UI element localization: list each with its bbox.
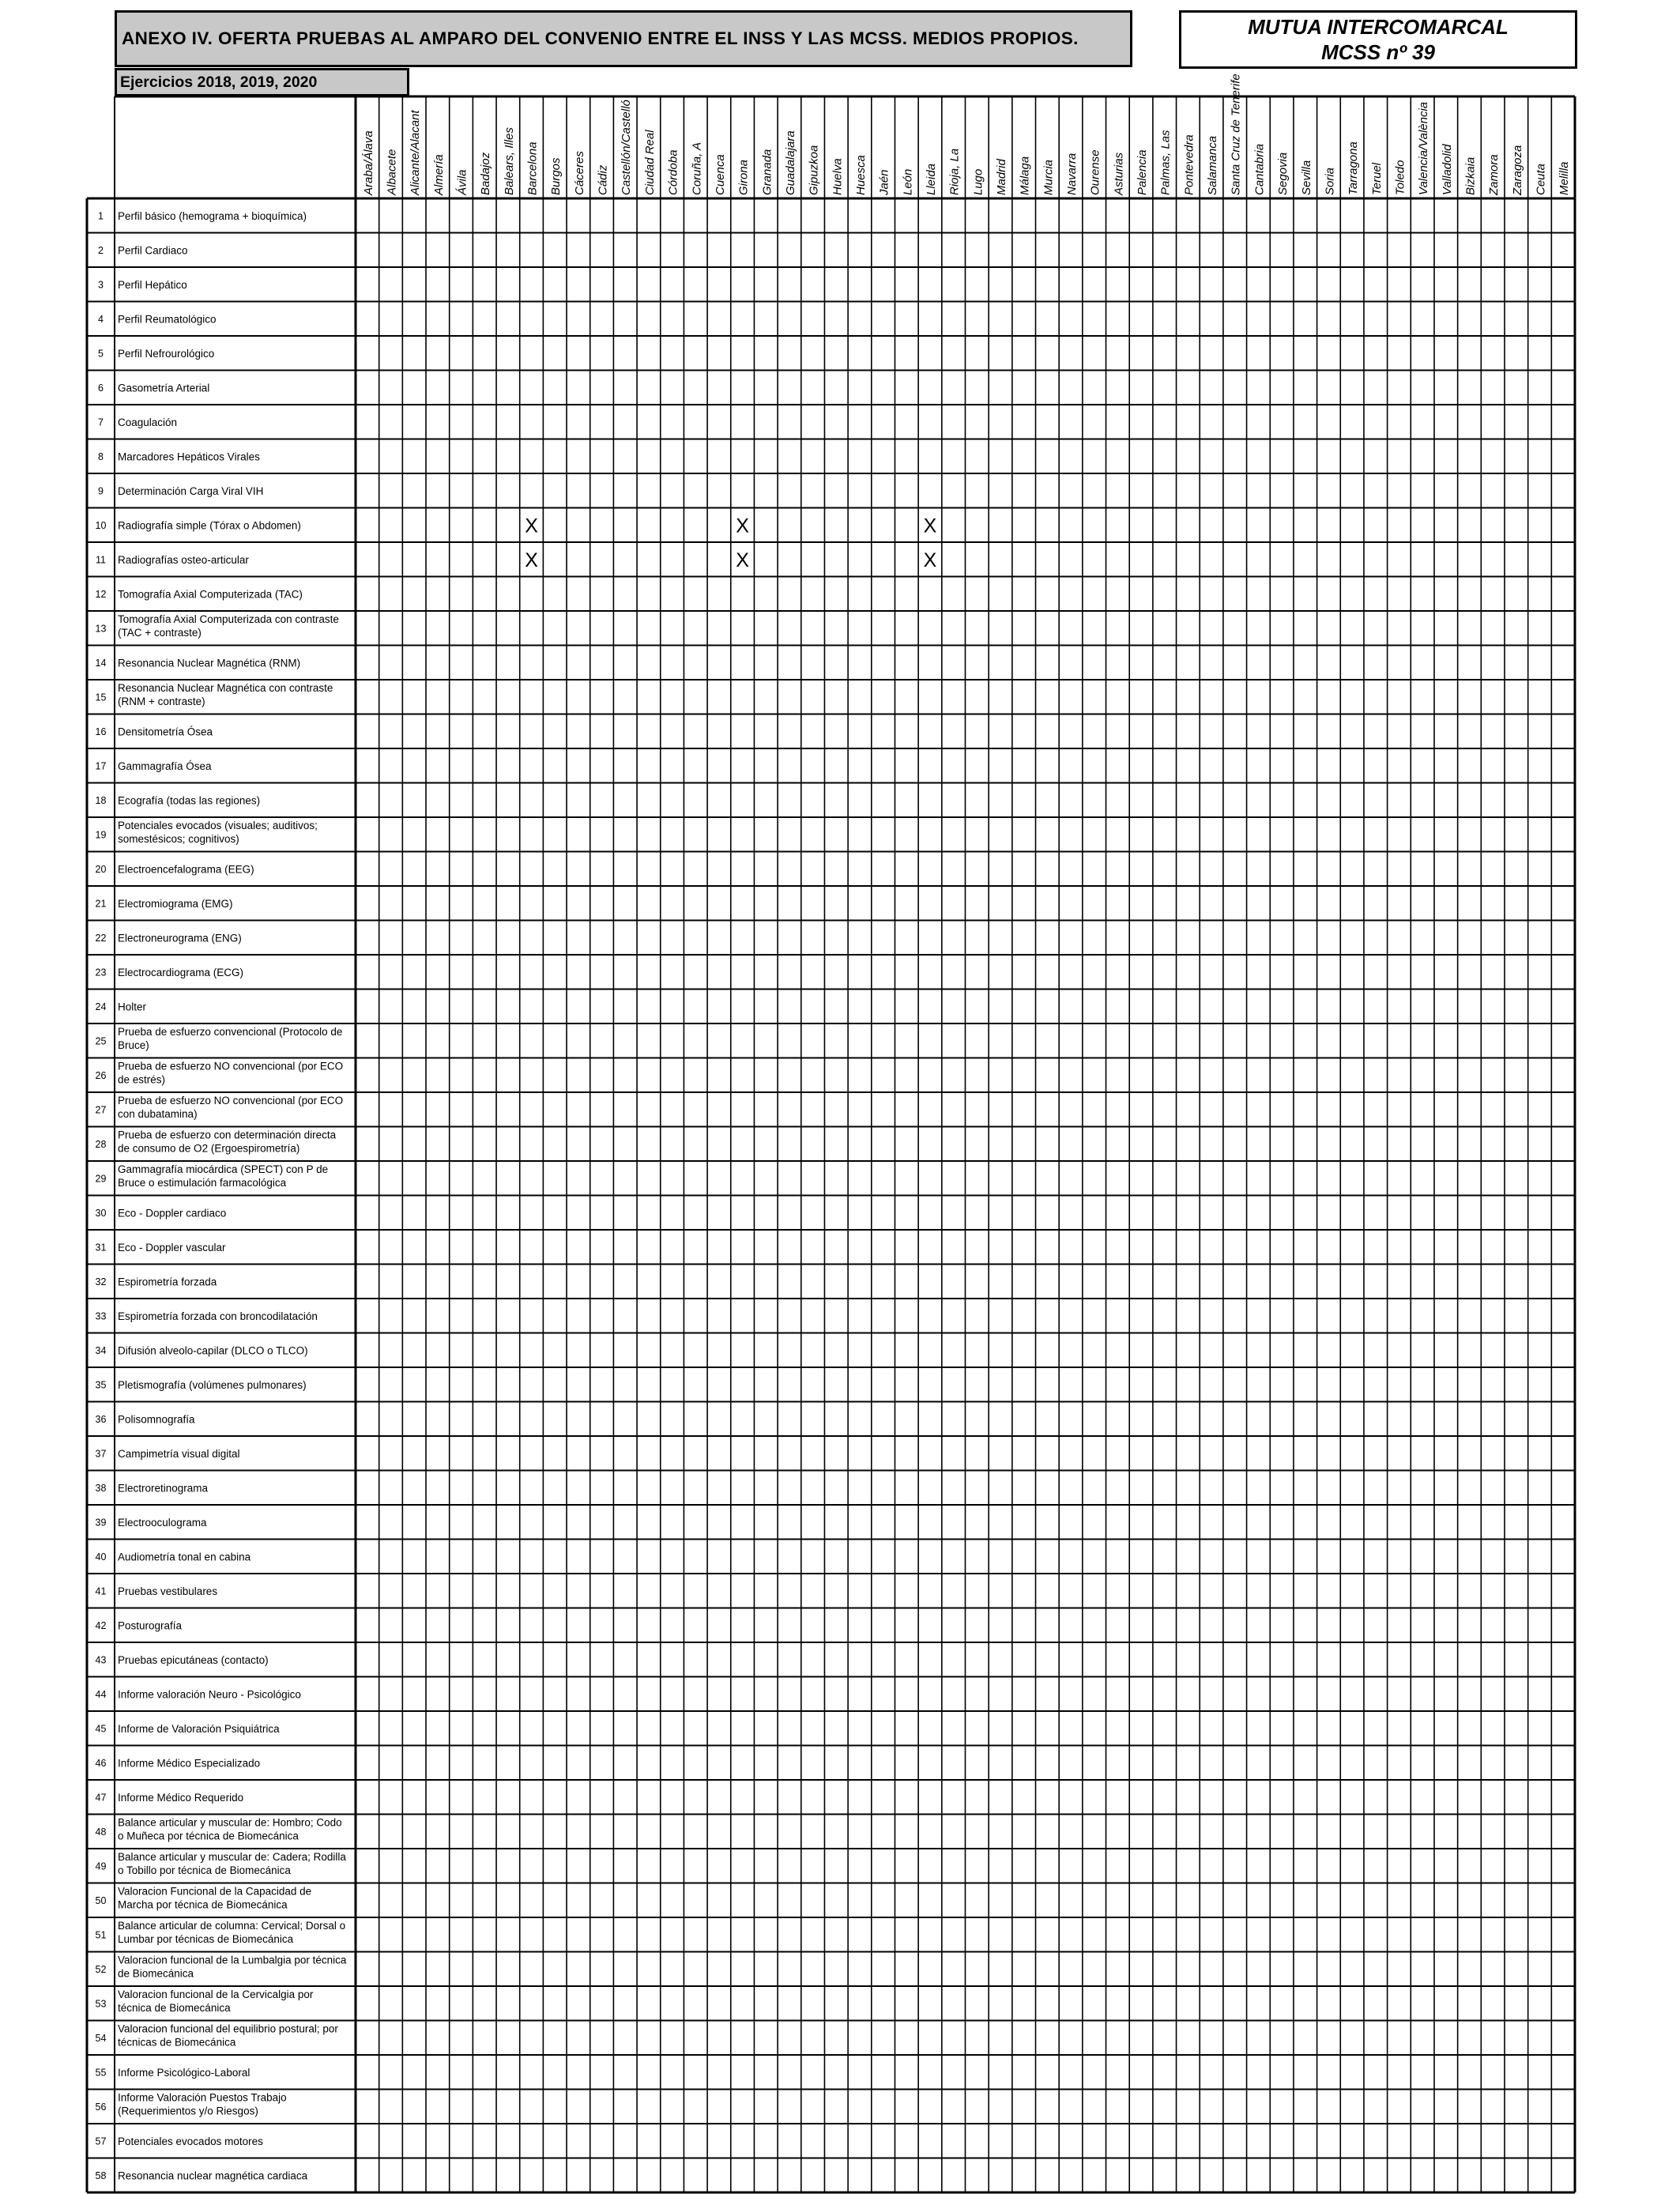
- row-number: 31: [95, 1242, 107, 1253]
- row-number: 23: [95, 967, 107, 978]
- row-number: 13: [95, 623, 107, 635]
- row-number: 56: [95, 2101, 107, 2113]
- row-number: 29: [95, 1173, 107, 1185]
- test-label: Electrocardiograma (ECG): [118, 966, 244, 978]
- row-number: 42: [95, 1619, 107, 1631]
- test-label: Resonancia Nuclear Magnética (RNM): [118, 657, 301, 669]
- province-header: Albacete: [385, 149, 399, 195]
- row-number: 21: [95, 898, 107, 910]
- test-label: Ecografía (todas las regiones): [118, 794, 261, 807]
- row-number: 34: [95, 1344, 107, 1356]
- document-subtitle: Ejercicios 2018, 2019, 2020: [115, 68, 409, 96]
- test-label: de estrés): [118, 1073, 166, 1086]
- row-number: 38: [95, 1482, 107, 1494]
- test-label: Valoracion funcional del equilibrio postural; por: [118, 2022, 338, 2035]
- test-label: Balance articular y muscular de: Cadera; Rodilla: [118, 1851, 346, 1863]
- row-number: 11: [96, 554, 106, 566]
- test-label: Electrooculograma: [118, 1516, 207, 1529]
- test-label: o Muñeca por técnica de Biomecánica: [118, 1830, 299, 1842]
- test-label: Coagulación: [118, 416, 178, 428]
- test-label: Gammagrafía Ósea: [118, 760, 212, 772]
- test-label: Balance articular y muscular de: Hombro; Codo: [118, 1816, 342, 1829]
- province-header: Badajoz: [479, 152, 493, 195]
- test-label: Radiografía simple (Tórax o Abdomen): [118, 519, 301, 532]
- test-label: Gasometría Arterial: [118, 382, 210, 394]
- province-header: Málaga: [1018, 156, 1032, 195]
- province-header: Navarra: [1065, 153, 1079, 195]
- test-label: Espirometría forzada con broncodilatación: [118, 1310, 318, 1322]
- test-label: Electroretinograma: [118, 1482, 209, 1495]
- row-number: 41: [95, 1585, 107, 1597]
- availability-mark: X: [525, 515, 538, 537]
- row-number: 25: [95, 1035, 107, 1047]
- availability-mark: X: [525, 548, 538, 571]
- availability-mark: X: [736, 515, 749, 537]
- availability-mark: X: [923, 548, 937, 571]
- test-label: Gammagrafía miocárdica (SPECT) con P de: [118, 1163, 329, 1175]
- province-header: Cáceres: [572, 151, 586, 195]
- province-header: Asturias: [1112, 152, 1126, 195]
- row-number: 5: [98, 348, 104, 360]
- province-header: Ourense: [1088, 149, 1102, 195]
- test-label: Informe Médico Especializado: [118, 1757, 261, 1770]
- test-label: Perfil Cardiaco: [118, 244, 188, 257]
- test-label: Resonancia Nuclear Magnética con contraste: [118, 682, 333, 694]
- test-label: Posturografía: [118, 1619, 183, 1632]
- province-header: Alicante/Alacant: [409, 110, 423, 195]
- row-number: 6: [98, 382, 104, 394]
- test-label: Bruce): [118, 1039, 149, 1051]
- test-label: Polisomnografía: [118, 1413, 195, 1426]
- row-number: 10: [95, 519, 107, 531]
- province-header: Coruña, A: [690, 142, 704, 195]
- test-label: Prueba de esfuerzo NO convencional (por ECO: [118, 1095, 344, 1106]
- test-label: Perfil básico (hemograma + bioquímica): [118, 209, 307, 222]
- test-label: de consumo de O2 (Ergoespirometría): [118, 1142, 300, 1155]
- test-label: (Requerimientos y/o Riesgos): [118, 2105, 258, 2117]
- test-label: técnicas de Biomecánica: [118, 2036, 236, 2049]
- province-header: Zaragoza: [1510, 145, 1524, 195]
- row-number: 16: [95, 726, 107, 737]
- row-number: 7: [98, 417, 104, 428]
- row-number: 36: [95, 1413, 107, 1425]
- test-label: Potenciales evocados motores: [118, 2135, 263, 2147]
- province-header: Murcia: [1042, 159, 1056, 195]
- test-label: Pruebas vestibulares: [118, 1585, 218, 1597]
- province-header: Lugo: [971, 168, 985, 195]
- test-label: Informe Valoración Puestos Trabajo: [118, 2091, 287, 2104]
- row-number: 20: [95, 863, 107, 875]
- test-label: Prueba de esfuerzo convencional (Protocolo de: [118, 1026, 343, 1038]
- test-label: de Biomecánica: [118, 1967, 194, 1980]
- test-label: Difusión alveolo-capilar (DLCO o TLCO): [118, 1344, 308, 1357]
- test-label: somestésicos; cognitivos): [118, 833, 239, 845]
- test-label: Valoracion funcional de la Lumbalgia por técnica: [118, 1954, 347, 1966]
- row-number: 35: [95, 1379, 107, 1391]
- province-header: Valencia/València: [1417, 101, 1431, 195]
- province-header: Huelva: [831, 158, 845, 195]
- row-number: 27: [95, 1104, 107, 1116]
- test-label: Espirometría forzada: [118, 1276, 217, 1288]
- test-label: con dubatamina): [118, 1108, 198, 1120]
- province-header: Teruel: [1369, 162, 1384, 195]
- row-number: 1: [98, 210, 104, 222]
- province-header: Araba/Álava: [361, 130, 375, 195]
- row-number: 46: [95, 1757, 107, 1769]
- test-label: Valoracion funcional de la Cervicalgia por: [118, 1989, 314, 2000]
- test-label: Electroencefalograma (EEG): [118, 863, 254, 876]
- row-number: 33: [95, 1310, 107, 1322]
- province-header: Lleida: [924, 163, 938, 195]
- test-label: Prueba de esfuerzo con determinación directa: [118, 1129, 337, 1141]
- row-number: 12: [95, 588, 107, 600]
- test-label: Electromiograma (EMG): [118, 897, 233, 910]
- row-number: 17: [95, 760, 107, 772]
- row-number: 22: [95, 932, 107, 944]
- test-label: Tomografía Axial Computerizada con contraste: [118, 613, 339, 625]
- test-label: Balance articular de columna: Cervical; Dorsal o: [118, 1920, 346, 1932]
- row-number: 14: [95, 657, 107, 669]
- province-header: Cuenca: [713, 154, 727, 195]
- province-header: Madrid: [995, 159, 1009, 195]
- test-label: Determinación Carga Viral VIH: [118, 484, 264, 497]
- province-header: Córdoba: [666, 149, 680, 195]
- test-label: Informe valoración Neuro - Psicológico: [118, 1688, 301, 1701]
- test-label: Marcha por técnica de Biomecánica: [118, 1898, 288, 1911]
- test-label: Audiometría tonal en cabina: [118, 1551, 251, 1563]
- province-header: Ávila: [455, 169, 469, 195]
- row-number: 50: [95, 1894, 107, 1906]
- province-header: Girona: [736, 159, 751, 195]
- test-label: Electroneurograma (ENG): [118, 932, 242, 944]
- province-header: Pontevedra: [1182, 134, 1196, 195]
- row-number: 26: [95, 1069, 107, 1081]
- province-header: Melilla: [1558, 161, 1572, 195]
- test-label: Radiografías osteo-articular: [118, 553, 249, 566]
- test-label: Perfil Reumatológico: [118, 313, 217, 326]
- row-number: 28: [95, 1138, 107, 1150]
- test-label: Campimetría visual digital: [118, 1447, 240, 1460]
- test-label: Perfil Hepático: [118, 278, 187, 291]
- test-label: Resonancia nuclear magnética cardiaca: [118, 2169, 308, 2182]
- row-number: 47: [95, 1792, 107, 1804]
- row-number: 2: [98, 244, 104, 256]
- mutua-number: MCSS nº 39: [1321, 40, 1435, 64]
- province-header: Guadalajara: [783, 130, 797, 195]
- row-number: 19: [95, 829, 107, 841]
- row-number: 57: [95, 2136, 107, 2147]
- test-label: Perfil Nefrourológico: [118, 347, 215, 360]
- row-number: 55: [95, 2067, 107, 2079]
- test-label: Potenciales evocados (visuales; auditivos;: [118, 820, 318, 831]
- test-label: Valoracion Funcional de la Capacidad de: [118, 1885, 312, 1898]
- province-header: Ciudad Real: [642, 130, 657, 195]
- row-number: 8: [98, 450, 104, 462]
- province-header: Valladolid: [1440, 144, 1454, 195]
- province-header: Balears, Illes: [502, 127, 516, 195]
- row-number: 24: [95, 1001, 107, 1012]
- province-header: Palmas, Las: [1158, 130, 1173, 195]
- row-number: 54: [95, 2032, 107, 2044]
- test-label: Pletismografía (volúmenes pulmonares): [118, 1378, 307, 1391]
- row-number: 48: [95, 1826, 107, 1838]
- province-header: Sevilla: [1299, 160, 1313, 195]
- test-label: Holter: [118, 1001, 147, 1013]
- availability-mark: X: [923, 515, 937, 537]
- province-header: Burgos: [549, 157, 563, 195]
- row-number: 40: [95, 1551, 107, 1563]
- test-label: Pruebas epicutáneas (contacto): [118, 1653, 269, 1666]
- province-header: Segovia: [1276, 152, 1290, 195]
- test-label: Prueba de esfuerzo NO convencional (por ECO: [118, 1060, 344, 1072]
- test-label: Tomografía Axial Computerizada (TAC): [118, 588, 303, 601]
- province-header: Tarragona: [1347, 141, 1361, 195]
- test-label: Informe Psicológico-Laboral: [118, 2066, 250, 2079]
- province-header: Cantabria: [1252, 143, 1267, 195]
- test-label: Lumbar por técnicas de Biomecánica: [118, 1933, 294, 1945]
- row-number: 32: [95, 1276, 107, 1287]
- province-header: Jaén: [877, 169, 891, 195]
- test-label: Bruce o estimulación farmacológica: [118, 1177, 287, 1189]
- test-label: (RNM + contraste): [118, 696, 205, 707]
- province-header: Castellón/Castelló: [620, 100, 634, 195]
- row-number: 3: [98, 279, 104, 291]
- test-label: (TAC + contraste): [118, 627, 202, 639]
- province-header: Bizkaia: [1463, 156, 1478, 195]
- row-number: 45: [95, 1723, 107, 1735]
- row-number: 58: [95, 2169, 107, 2181]
- test-label: Informe de Valoración Psiquiátrica: [118, 1722, 280, 1735]
- row-number: 51: [95, 1929, 107, 1941]
- row-number: 49: [95, 1860, 107, 1872]
- test-label: Densitometría Ósea: [118, 726, 213, 738]
- test-label: Marcadores Hepáticos Virales: [118, 450, 260, 463]
- test-label: técnica de Biomecánica: [118, 2002, 231, 2014]
- row-number: 52: [95, 1963, 107, 1975]
- mutua-name: MUTUA INTERCOMARCAL: [1248, 15, 1509, 39]
- province-header: Gipuzkoa: [807, 145, 821, 195]
- test-label: Informe Médico Requerido: [118, 1791, 244, 1804]
- province-header: Soria: [1323, 167, 1337, 195]
- row-number: 37: [95, 1448, 107, 1460]
- row-number: 15: [95, 692, 107, 703]
- test-label: Eco - Doppler vascular: [118, 1241, 226, 1253]
- province-header: Rioja, La: [947, 148, 962, 195]
- province-header: Almería: [431, 154, 446, 195]
- province-header: León: [901, 168, 915, 195]
- row-number: 43: [95, 1654, 107, 1666]
- province-header: Ceuta: [1534, 163, 1548, 195]
- test-label: Eco - Doppler cardiaco: [118, 1207, 227, 1220]
- province-header: Huesca: [853, 155, 868, 195]
- row-number: 4: [98, 313, 104, 325]
- document-title: ANEXO IV. OFERTA PRUEBAS AL AMPARO DEL CONVENIO ENTRE EL INSS Y LAS MCSS. MEDIOS PROPIOS.: [115, 10, 1132, 67]
- row-number: 53: [95, 1998, 107, 2010]
- province-header: Toledo: [1393, 160, 1407, 195]
- province-header: Palencia: [1136, 149, 1150, 195]
- test-label: o Tobillo por técnica de Biomecánica: [118, 1864, 291, 1876]
- row-number: 30: [95, 1207, 107, 1219]
- province-header: Cádiz: [596, 164, 610, 195]
- province-header: Granada: [760, 149, 774, 195]
- province-header: Salamanca: [1206, 135, 1220, 195]
- province-header: Barcelona: [525, 141, 540, 195]
- province-header: Zamora: [1487, 154, 1501, 195]
- availability-mark: X: [736, 548, 749, 571]
- row-number: 39: [95, 1517, 107, 1529]
- row-number: 9: [98, 485, 104, 497]
- row-number: 18: [95, 794, 107, 806]
- province-header: Santa Cruz de Tenerife: [1229, 74, 1243, 195]
- row-number: 44: [95, 1688, 107, 1700]
